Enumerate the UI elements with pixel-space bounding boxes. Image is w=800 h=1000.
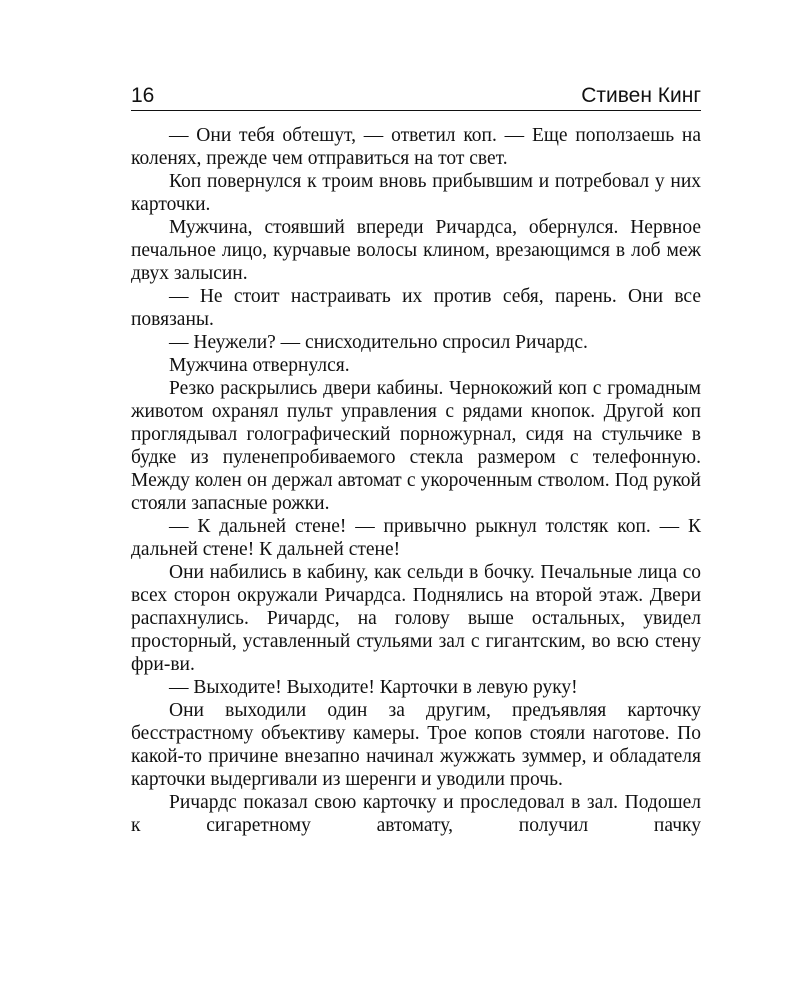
paragraph: — Они тебя обтешут, — ответил коп. — Еще поползаешь на коленях, прежде чем отправиться на тот свет. — [131, 125, 701, 169]
running-title: Стивен Кинг — [581, 84, 701, 107]
paragraph: Резко раскрылись двери кабины. Чернокожий коп с громадным животом охранял пульт управления с рядами кнопок. Другой коп проглядывал голографический порножурнал, сидя на стульчике в будке из пуленепробиваемого стекла размером с телефонную. Между колен он держал автомат с укороченным стволом. Под рукой стояли запасные рожки. — [131, 378, 701, 514]
paragraph: — К дальней стене! — привычно рыкнул толстяк коп. — К дальней стене! К дальней стене! — [131, 516, 701, 560]
paragraph: Коп повернулся к троим вновь прибывшим и потребовал у них карточки. — [131, 171, 701, 215]
paragraph: — Выходите! Выходите! Карточки в левую руку! — [169, 677, 578, 698]
paragraph: — Не стоит настраивать их против себя, парень. Они все повязаны. — [131, 286, 701, 330]
page-header — [131, 80, 701, 111]
body-text — [131, 124, 701, 837]
paragraph: Мужчина отвернулся. — [169, 355, 350, 376]
paragraph: Мужчина, стоявший впереди Ричардса, обернулся. Нервное печальное лицо, курчавые волосы клином, врезающимся в лоб меж двух залысин. — [131, 217, 701, 284]
paragraph: — Неужели? — снисходительно спросил Ричардс. — [169, 332, 588, 353]
paragraph: Ричардс показал свою карточку и проследовал в зал. Подошел к сигаретному автомату, получил пачку — [131, 792, 701, 836]
page-number: 16 — [131, 84, 155, 107]
paragraph: Они выходили один за другим, предъявляя карточку бесстрастному объективу камеры. Трое копов стояли наготове. По какой-то причине внезапно начинал жужжать зуммер, и обладателя карточки выдергивали из шеренги и уводили прочь. — [131, 700, 701, 790]
paragraph: Они набились в кабину, как сельди в бочку. Печальные лица со всех сторон окружали Ричардса. Поднялись на второй этаж. Двери распахнулись. Ричардс, на голову выше остальных, увидел просторный, уставленный стульями зал с гигантским, во всю стену фри-ви. — [131, 562, 701, 675]
